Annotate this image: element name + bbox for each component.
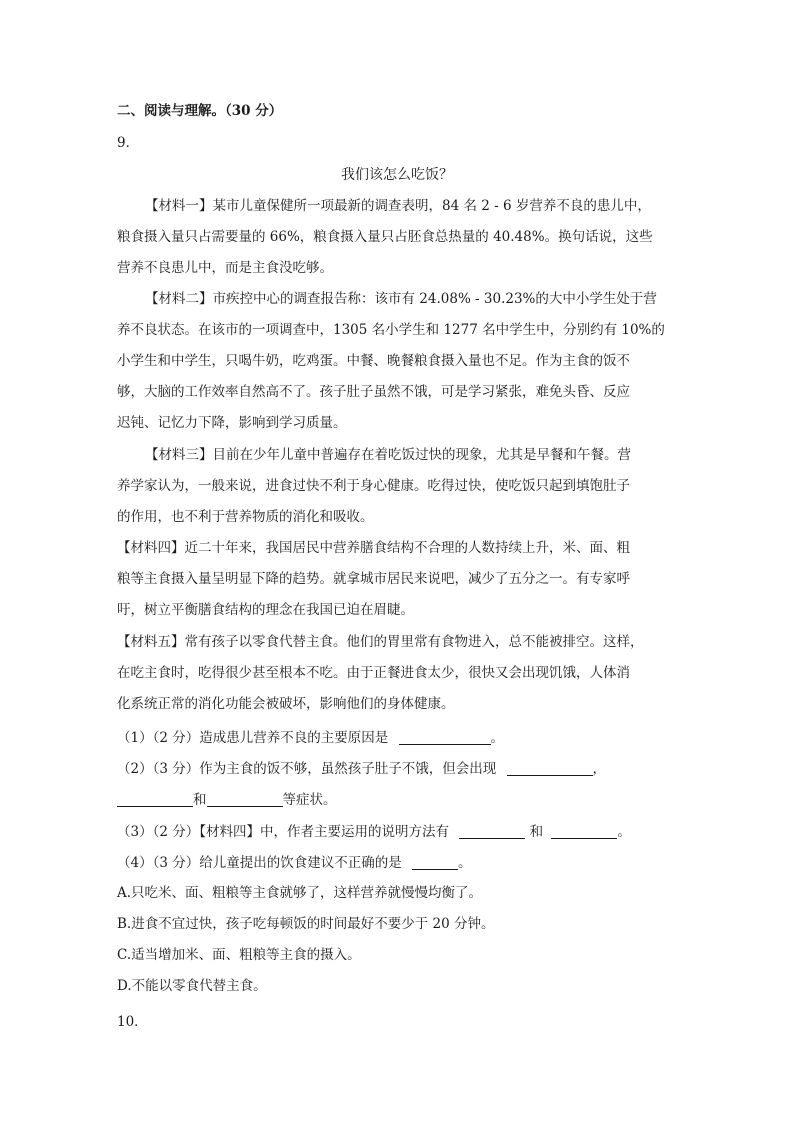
answer-blank-q2-2[interactable] — [117, 792, 193, 807]
material-1-line: 营养不良患儿中，而是主食没吃够。 — [117, 260, 333, 276]
question-1 — [117, 728, 677, 748]
question-2-comma: ， — [592, 761, 607, 777]
material-4-line: 【材料四】近二十年来，我国居民中营养膳食结构不合理的人数持续上升，米、面、粗 — [117, 540, 630, 556]
option-c[interactable]: C.适当增加米、面、粗粮等主食的摄入。 — [117, 947, 361, 963]
question-2-text: （2）（3 分）作为主食的饭不够，虽然孩子肚子不饿，但会出现 — [117, 761, 497, 777]
section-heading: 二、阅读与理解。（30 分） — [117, 103, 283, 119]
question-2-continued — [117, 790, 677, 810]
answer-blank-q3-2[interactable] — [551, 824, 617, 839]
question-9-number: 9． — [117, 135, 140, 151]
question-4-end: 。 — [458, 855, 472, 871]
material-5-line: 化系统正常的消化功能会被破坏，影响他们的身体健康。 — [117, 696, 455, 712]
material-3-line: 【材料三】目前在少年儿童中普遍存在着吃饭过快的现象，尤其是早餐和午餐。营 — [145, 447, 631, 463]
option-b[interactable]: B.进食不宜过快，孩子吃每顿饭的时间最好不要少于 20 分钟。 — [117, 916, 495, 932]
question-2-end: 等症状。 — [282, 792, 337, 808]
material-2-line: 够，大脑的工作效率自然高不了。孩子肚子虽然不饿，可是学习紧张，难免头昏、反应 — [117, 384, 630, 400]
question-3-end: 。 — [617, 824, 631, 840]
question-4-text: （4）（3 分）给儿童提出的饮食建议不正确的是 — [117, 855, 402, 871]
material-2-line: 养不良状态。在该市的一项调查中，1305 名小学生和 1277 名中学生中，分别约有 10%的 — [117, 322, 665, 338]
answer-blank-q3-1[interactable] — [459, 824, 525, 839]
question-1-text: （1）（2 分）造成患儿营养不良的主要原因是 — [117, 730, 389, 746]
answer-blank-q2-3[interactable] — [207, 792, 283, 807]
option-d[interactable]: D.不能以零食代替主食。 — [117, 978, 267, 994]
question-2-and: 和 — [193, 792, 207, 808]
question-1-end: 。 — [490, 730, 505, 746]
answer-blank-q4[interactable] — [412, 855, 458, 870]
question-3-text: （3）（2 分）【材料四】中，作者主要运用的说明方法有 — [117, 824, 449, 840]
answer-blank-q2-1[interactable] — [507, 761, 593, 776]
material-5-line: 【材料五】常有孩子以零食代替主食。他们的胃里常有食物进入，总不能被排空。这样， — [117, 634, 644, 650]
passage-title: 我们该怎么吃饭？ — [341, 167, 453, 183]
material-2-line: 【材料二】市疾控中心的调查报告称：该市有 24.08% - 30.23%的大中小学生处于营 — [145, 291, 657, 307]
question-3-and: 和 — [529, 824, 544, 840]
question-4 — [117, 853, 677, 873]
material-3-line: 的作用，也不利于营养物质的消化和吸收。 — [117, 509, 374, 525]
material-1-line: 【材料一】某市儿童保健所一项最新的调查表明，84 名 2 - 6 岁营养不良的患儿中， — [145, 198, 651, 214]
question-2 — [117, 759, 677, 779]
material-3-line: 养学家认为，一般来说，进食过快不利于身心健康。吃得过快，使吃饭只起到填饱肚子 — [117, 478, 630, 494]
option-a[interactable]: A.只吃米、面、粗粮等主食就够了，这样营养就慢慢均衡了。 — [117, 885, 483, 901]
material-4-line: 吁，树立平衡膳食结构的理念在我国已迫在眉睫。 — [117, 602, 414, 618]
material-2-line: 迟钝、记忆力下降，影响到学习质量。 — [117, 415, 347, 431]
material-2-line: 小学生和中学生，只喝牛奶，吃鸡蛋。中餐、晚餐粮食摄入量也不足。作为主食的饭不 — [117, 353, 630, 369]
material-5-line: 在吃主食时，吃得很少甚至根本不吃。由于正餐进食太少，很快又会出现饥饿，人体消 — [117, 665, 630, 681]
material-1-line: 粮食摄入量只占需要量的 66%，粮食摄入量只占胚食总热量的 40.48%。换句话说，这些 — [117, 229, 653, 245]
material-4-line: 粮等主食摄入量呈明显下降的趋势。就拿城市居民来说吧，减少了五分之一。有专家呼 — [117, 571, 630, 587]
question-3 — [117, 822, 677, 842]
question-10-number: 10． — [117, 1014, 148, 1030]
answer-blank-q1[interactable] — [399, 730, 491, 745]
